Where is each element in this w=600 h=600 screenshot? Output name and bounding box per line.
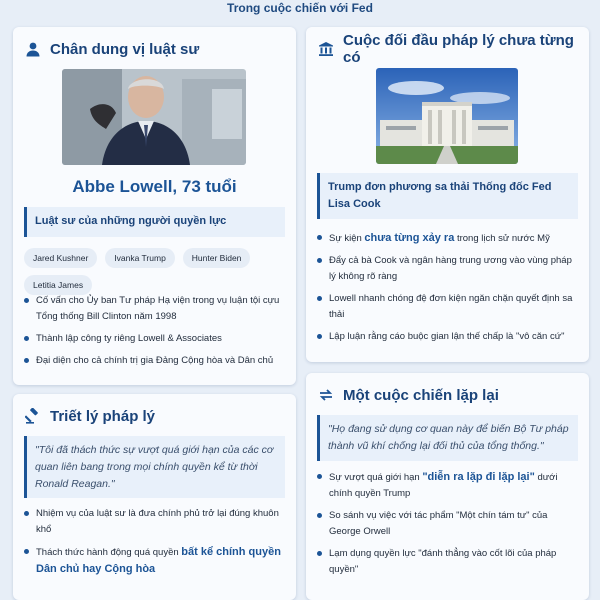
portrait-card-title: Chân dung vị luật sư bbox=[50, 40, 200, 58]
list-item: Sự vượt quá giới hạn "diễn ra lặp đi lặp lại" dưới chính quyền Trump bbox=[316, 469, 578, 502]
list-item: So sánh vụ việc với tác phẩm "Một chín tám tư" của George Orwell bbox=[316, 508, 578, 540]
client-chips bbox=[24, 248, 264, 295]
repeat-bullets bbox=[316, 469, 578, 584]
list-item: Đẩy cả bà Cook và ngân hàng trung ương vào vùng pháp lý không rõ ràng bbox=[316, 253, 578, 285]
user-icon bbox=[25, 41, 41, 57]
legal-philosophy-card-title: Triết lý pháp lý bbox=[50, 407, 156, 425]
legal-philosophy-card bbox=[13, 394, 296, 600]
legal-battle-bullets bbox=[316, 230, 578, 351]
swap-arrows-icon bbox=[318, 387, 334, 403]
highlight-text: bất kể chính quyền Dân chủ hay Cộng hòa bbox=[36, 546, 281, 575]
gavel-icon bbox=[25, 408, 41, 424]
legal-battle-card-title: Cuộc đối đầu pháp lý chưa từng có bbox=[343, 32, 574, 66]
list-item: Lập luận rằng cáo buộc gian lận thế chấp là "vô căn cứ" bbox=[316, 329, 578, 345]
list-item: Thành lập công ty riêng Lowell & Associates bbox=[23, 331, 285, 347]
legal-battle-card bbox=[306, 27, 589, 362]
repeated-battle-card-header bbox=[306, 384, 589, 406]
highlight-text: "diễn ra lặp đi lặp lại" bbox=[422, 471, 535, 483]
highlight-text: chưa từng xảy ra bbox=[364, 232, 455, 244]
list-item: Lạm dụng quyền lực "đánh thẳng vào cốt lõi của pháp quyền" bbox=[316, 546, 578, 578]
portrait-callout: Luật sư của những người quyền lực bbox=[24, 207, 285, 237]
page-title: Trong cuộc chiến với Fed bbox=[227, 1, 373, 15]
philosophy-bullets bbox=[23, 506, 285, 584]
repeated-battle-card-title: Một cuộc chiến lặp lại bbox=[343, 386, 499, 404]
portrait-card bbox=[13, 27, 296, 385]
list-item: Cố vấn cho Ủy ban Tư pháp Hạ viện trong vụ luận tội cựu Tổng thống Bill Clinton năm 1998 bbox=[23, 293, 285, 325]
list-item: Nhiệm vụ của luật sư là đưa chính phủ trở lại đúng khuôn khổ bbox=[23, 506, 285, 538]
legal-battle-card-header bbox=[306, 32, 589, 66]
philosophy-quote: "Tôi đã thách thức sự vượt quá giới hạn của các cơ quan liên bang trong mọi chính quyền kể từ thời Ronald Reagan." bbox=[24, 436, 285, 498]
lawyer-portrait-photo bbox=[62, 69, 246, 165]
list-item: Lowell nhanh chóng đệ đơn kiện ngăn chặn quyết định sa thải bbox=[316, 291, 578, 323]
repeated-battle-card bbox=[306, 373, 589, 600]
repeat-quote: "Họ đang sử dụng cơ quan này để biến Bộ Tư pháp thành vũ khí chống lại đối thủ của tổng thống." bbox=[317, 415, 578, 461]
legal-battle-callout: Trump đơn phương sa thải Thống đốc Fed Lisa Cook bbox=[317, 173, 578, 219]
client-chip: Jared Kushner bbox=[24, 248, 97, 268]
client-chip: Ivanka Trump bbox=[105, 248, 175, 268]
list-item: Thách thức hành động quá quyền bất kể chính quyền Dân chủ hay Cộng hòa bbox=[23, 544, 285, 578]
portrait-card-header bbox=[13, 38, 296, 60]
federal-reserve-building-photo bbox=[376, 68, 518, 164]
portrait-bullets bbox=[23, 293, 285, 375]
client-chip: Hunter Biden bbox=[183, 248, 251, 268]
list-item: Đại diện cho cả chính trị gia Đảng Cộng hòa và Dân chủ bbox=[23, 353, 285, 369]
bank-icon bbox=[318, 41, 334, 57]
legal-philosophy-card-header bbox=[13, 405, 296, 427]
list-item: Sự kiện chưa từng xảy ra trong lịch sử nước Mỹ bbox=[316, 230, 578, 247]
client-chip: Letitia James bbox=[24, 275, 92, 295]
lawyer-name: Abbe Lowell, 73 tuổi bbox=[72, 177, 237, 196]
